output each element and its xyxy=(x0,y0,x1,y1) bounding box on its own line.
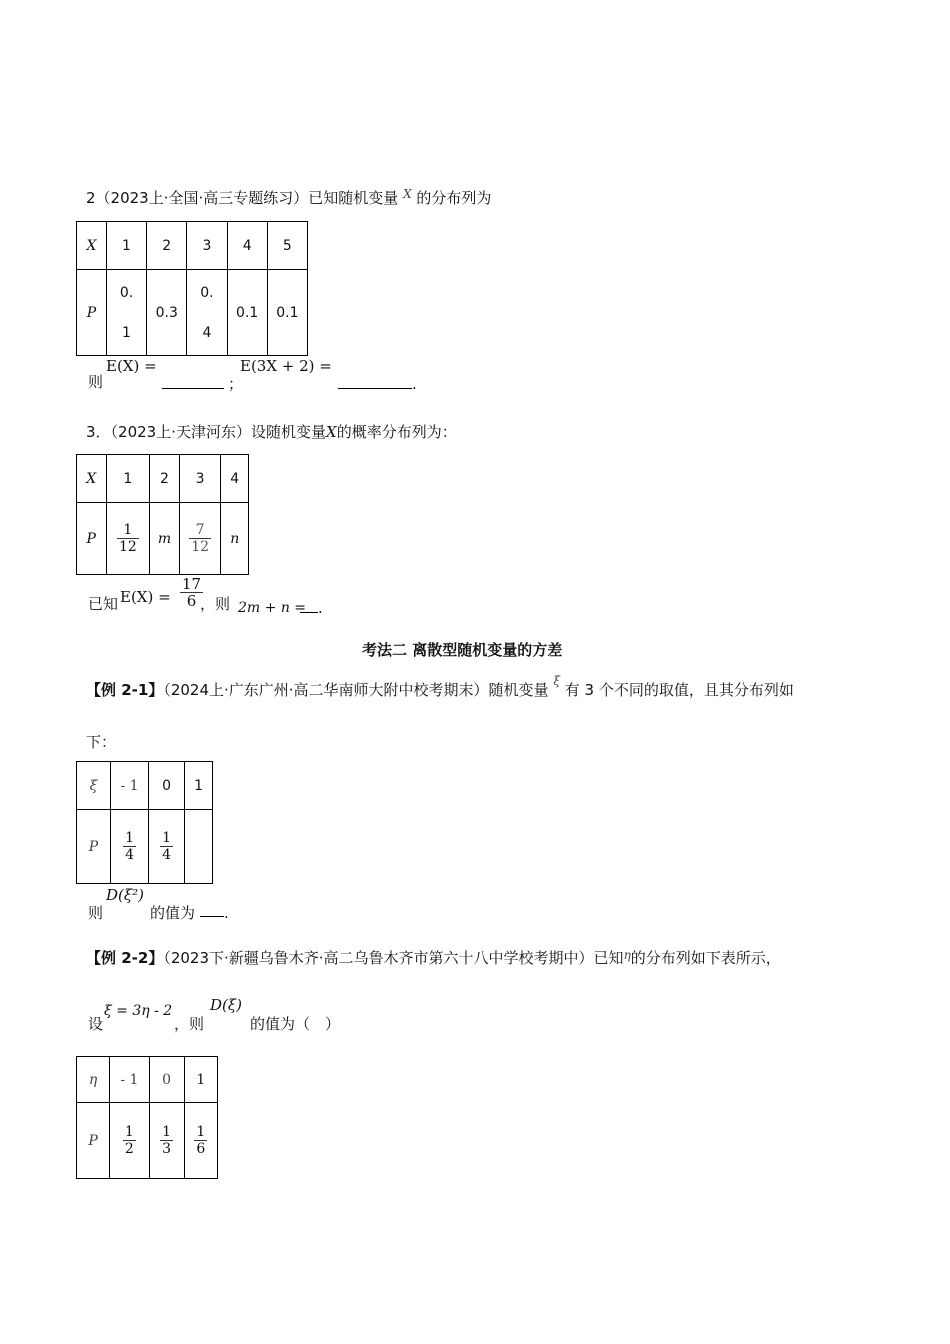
q3-stem xyxy=(86,422,457,442)
ex22-line2-expr: ξ = 3η - 2 xyxy=(104,1003,173,1019)
ex22-line2-mid: ，则 xyxy=(174,1015,205,1033)
ex22-label: 【例 2-2】 xyxy=(86,949,164,967)
fraction-denominator: 3 xyxy=(162,1141,172,1157)
q3-then: ，则 xyxy=(200,595,231,613)
q2-p-cell xyxy=(106,270,146,356)
q2-source: （2023上·全国·高三专题练习） xyxy=(95,189,309,207)
ex21-label: 【例 2-1】 xyxy=(86,681,164,699)
fraction-numerator: 17 xyxy=(182,575,202,593)
ex22-row-p-label: P xyxy=(77,1103,110,1179)
ex21-text-before: 随机变量 xyxy=(488,681,549,699)
q3-row-x-label: X xyxy=(77,455,107,503)
ex22-source: （2023下·新疆乌鲁木齐·高二乌鲁木齐市第六十八中学校考期中） xyxy=(163,949,594,967)
ex21-p-cell-empty xyxy=(185,810,213,884)
q3-distribution-table xyxy=(76,454,249,575)
ex21-x-cell: 0 xyxy=(149,762,185,810)
fraction-numerator: 1 xyxy=(125,830,135,846)
q2-x-cell: 5 xyxy=(267,222,307,270)
ex21-x-cell: - 1 xyxy=(111,762,149,810)
ex21-row-x-label: ξ xyxy=(77,762,111,810)
q3-x-cell: 2 xyxy=(150,455,180,503)
fraction-denominator: 12 xyxy=(191,539,210,555)
q2-p-cell-line: 4 xyxy=(202,324,212,341)
fraction-denominator: 4 xyxy=(162,847,172,863)
ex22-var: η xyxy=(623,948,631,962)
q2-p-cell: 0.1 xyxy=(227,270,267,356)
fraction-numerator: 1 xyxy=(123,522,133,538)
fraction-denominator: 12 xyxy=(118,539,137,555)
q2-p-cell-line: 1 xyxy=(122,324,131,341)
fraction-denominator: 6 xyxy=(196,1141,206,1157)
fraction-numerator: 1 xyxy=(196,1124,206,1140)
q2-expr2: E(3X + 2) = xyxy=(240,357,332,375)
q3-p-cell: n xyxy=(221,503,249,575)
ex22-p-fraction xyxy=(123,1124,136,1157)
q3-given-prefix: 已知 xyxy=(88,595,119,613)
q3-end: . xyxy=(318,599,323,617)
q2-x-cell: 4 xyxy=(227,222,267,270)
q2-answer-blank-1 xyxy=(162,374,224,389)
ex21-text-after: 有 3 个不同的取值，且其分布列如 xyxy=(564,681,794,699)
q3-given-expr: E(X) = xyxy=(120,588,171,606)
q2-p-cell-line: 0. xyxy=(119,284,134,301)
q3-text-before: 设随机变量 xyxy=(251,423,327,441)
ex22-p-fraction xyxy=(160,1124,173,1157)
ex22-p-cell xyxy=(149,1103,184,1179)
ex22-stem xyxy=(86,948,781,969)
q2-var: X xyxy=(403,187,412,201)
q2-text-before: 已知随机变量 xyxy=(308,189,399,207)
ex21-x-cell: 1 xyxy=(185,762,213,810)
ex22-text-before: 已知 xyxy=(593,949,624,967)
fraction-denominator: 2 xyxy=(124,1141,134,1157)
fraction-numerator: 1 xyxy=(162,830,172,846)
q3-answer-blank xyxy=(300,598,318,613)
ex21-var: ξ xyxy=(553,674,560,688)
q3-x-cell: 4 xyxy=(221,455,249,503)
ex21-answer-suffix: 的值为 xyxy=(150,904,196,922)
q3-number: 3． xyxy=(86,423,111,441)
ex22-distribution-table xyxy=(76,1056,218,1179)
q3-source: （2023上·天津河东） xyxy=(110,423,251,441)
q2-answer-prefix: 则 xyxy=(88,373,104,391)
ex21-expr: D(ξ²) xyxy=(106,886,145,904)
ex21-p-fraction xyxy=(160,830,173,863)
q2-end: . xyxy=(412,375,417,393)
q2-number: 2 xyxy=(86,189,96,207)
q3-p-cell: m xyxy=(150,503,180,575)
q3-row-p-label: P xyxy=(77,503,107,575)
q3-var: X xyxy=(326,423,337,441)
q2-separator: ； xyxy=(228,375,244,393)
q2-expr1: E(X) = xyxy=(106,357,157,375)
ex21-p-cell xyxy=(111,810,149,884)
ex21-stem xyxy=(86,674,794,701)
ex21-line2: 下： xyxy=(86,733,117,751)
ex21-p-cell xyxy=(149,810,185,884)
q3-text-after: 的概率分布列为： xyxy=(336,423,457,441)
q2-answer-blank-2 xyxy=(338,374,412,389)
q2-p-cell xyxy=(187,270,227,356)
ex22-p-fraction xyxy=(194,1124,207,1157)
q3-x-cell: 3 xyxy=(179,455,221,503)
q2-p-cell: 0.3 xyxy=(147,270,187,356)
q2-x-cell: 1 xyxy=(106,222,146,270)
q2-p-cell-line: 0. xyxy=(200,284,214,301)
q2-text-after: 的分布列为 xyxy=(416,189,492,207)
fraction-numerator: 1 xyxy=(162,1124,172,1140)
q3-p-fraction xyxy=(189,522,211,555)
ex21-answer-blank xyxy=(200,902,224,917)
q2-row-p-label: P xyxy=(77,270,107,356)
ex22-x-cell: 0 xyxy=(149,1057,184,1103)
q3-p-cell xyxy=(106,503,150,575)
q2-x-cell: 2 xyxy=(147,222,187,270)
q3-p-fraction xyxy=(117,522,139,555)
ex21-answer-prefix: 则 xyxy=(88,904,104,922)
ex22-text-after: 的分布列如下表所示， xyxy=(630,949,781,967)
fraction-denominator: 4 xyxy=(125,847,135,863)
ex21-end: . xyxy=(224,904,229,922)
ex22-line2-prefix: 设 xyxy=(88,1015,104,1033)
ex21-distribution-table xyxy=(76,761,213,884)
ex22-p-cell xyxy=(110,1103,149,1179)
q2-p-cell: 0.1 xyxy=(267,270,307,356)
q2-x-cell: 3 xyxy=(187,222,227,270)
ex21-source: （2024上·广东广州·高二华南师大附中校考期末） xyxy=(163,681,489,699)
fraction-numerator: 7 xyxy=(195,522,205,538)
q3-target: 2m + n = xyxy=(238,600,307,616)
q2-row-x-label: X xyxy=(77,222,107,270)
fraction-numerator: 1 xyxy=(124,1124,134,1140)
section-title: 考法二 离散型随机变量的方差 xyxy=(362,641,563,659)
q3-p-cell xyxy=(179,503,221,575)
ex22-row-x-label: η xyxy=(77,1057,110,1103)
ex22-line2-suffix: 的值为（ ） xyxy=(250,1015,341,1033)
fraction-denominator: 6 xyxy=(180,592,203,609)
ex22-p-cell xyxy=(184,1103,217,1179)
ex22-x-cell: 1 xyxy=(184,1057,217,1103)
ex22-x-cell: - 1 xyxy=(110,1057,149,1103)
q2-distribution-table xyxy=(76,221,308,356)
ex21-row-p-label: P xyxy=(77,810,111,884)
ex22-line2-expr2: D(ξ) xyxy=(210,996,242,1014)
q2-stem xyxy=(86,188,491,209)
q3-x-cell: 1 xyxy=(106,455,150,503)
ex21-p-fraction xyxy=(123,830,136,863)
